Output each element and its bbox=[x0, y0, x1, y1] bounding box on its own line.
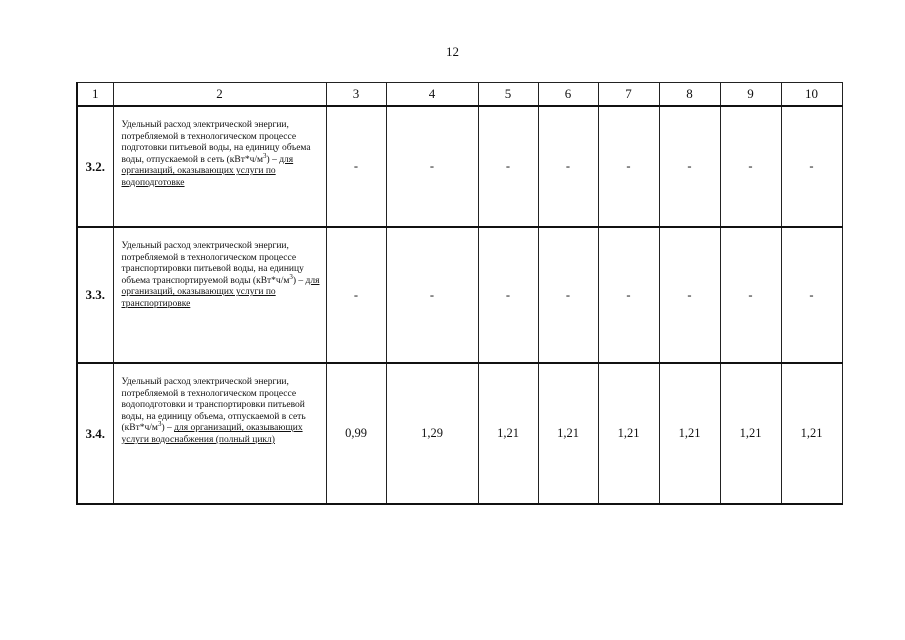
table-row bbox=[77, 106, 842, 227]
header-cell: 4 bbox=[386, 83, 478, 107]
header-cell: 9 bbox=[720, 83, 781, 107]
row-number: 3.2. bbox=[77, 106, 113, 227]
value-cell: 1,21 bbox=[478, 363, 538, 504]
value-cell: - bbox=[781, 227, 842, 363]
header-cell: 1 bbox=[77, 83, 113, 107]
header-row bbox=[77, 83, 842, 107]
row-scope: для организаций, оказывающих услуги по водоподготовке bbox=[121, 154, 294, 188]
table-row bbox=[77, 363, 842, 504]
value-cell: - bbox=[386, 227, 478, 363]
table-row bbox=[77, 227, 842, 363]
value-cell: - bbox=[598, 106, 659, 227]
value-cell: 1,21 bbox=[720, 363, 781, 504]
value-cell: - bbox=[478, 227, 538, 363]
value-cell: 1,21 bbox=[538, 363, 598, 504]
row-description: Удельный расход электрической энергии, потребляемой в технологическом процессе транспортировки питьевой воды, на единицу объема транспортируемой воды $(кВт*ч/м^3)$ – для организаций, оказывающих услуги по транспортировке bbox=[113, 227, 326, 363]
header-cell: 10 bbox=[781, 83, 842, 107]
row-scope: для организаций, оказывающих услуги водоснабжения (полный цикл) bbox=[121, 423, 303, 445]
value-cell: - bbox=[538, 106, 598, 227]
value-cell: - bbox=[538, 227, 598, 363]
header-cell: 2 bbox=[113, 83, 326, 107]
value-cell: 1,29 bbox=[386, 363, 478, 504]
value-cell: - bbox=[659, 227, 720, 363]
row-number: 3.3. bbox=[77, 227, 113, 363]
value-cell: - bbox=[478, 106, 538, 227]
value-cell: - bbox=[720, 227, 781, 363]
value-cell: - bbox=[659, 106, 720, 227]
value-cell: - bbox=[720, 106, 781, 227]
row-description: Удельный расход электрической энергии, потребляемой в технологическом процессе водоподготовки и транспортировки питьевой воды, на единицу объема, отпускаемой в сеть $(кВт*ч/м^3)$ – для организаций, оказывающих услуги водоснабжения (полный цикл) bbox=[113, 363, 326, 504]
value-cell: 0,99 bbox=[326, 363, 386, 504]
value-cell: 1,21 bbox=[659, 363, 720, 504]
header-cell: 8 bbox=[659, 83, 720, 107]
row-description: Удельный расход электрической энергии, потребляемой в технологическом процессе подготовки питьевой воды, на единицу объема воды, отпускаемой в сеть $(кВт*ч/м^3)$ – для организаций, оказывающих услуги по водоподготовке bbox=[113, 106, 326, 227]
value-cell: - bbox=[326, 106, 386, 227]
value-cell: 1,21 bbox=[781, 363, 842, 504]
value-cell: - bbox=[386, 106, 478, 227]
row-scope: для организаций, оказывающих услуги по транспортировке bbox=[121, 275, 320, 309]
header-cell: 7 bbox=[598, 83, 659, 107]
header-cell: 5 bbox=[478, 83, 538, 107]
header-cell: 3 bbox=[326, 83, 386, 107]
value-cell: - bbox=[598, 227, 659, 363]
indicators-table bbox=[76, 82, 843, 505]
value-cell: 1,21 bbox=[598, 363, 659, 504]
value-cell: - bbox=[781, 106, 842, 227]
page-number: 12 bbox=[446, 44, 459, 59]
row-number: 3.4. bbox=[77, 363, 113, 504]
value-cell: - bbox=[326, 227, 386, 363]
header-cell: 6 bbox=[538, 83, 598, 107]
